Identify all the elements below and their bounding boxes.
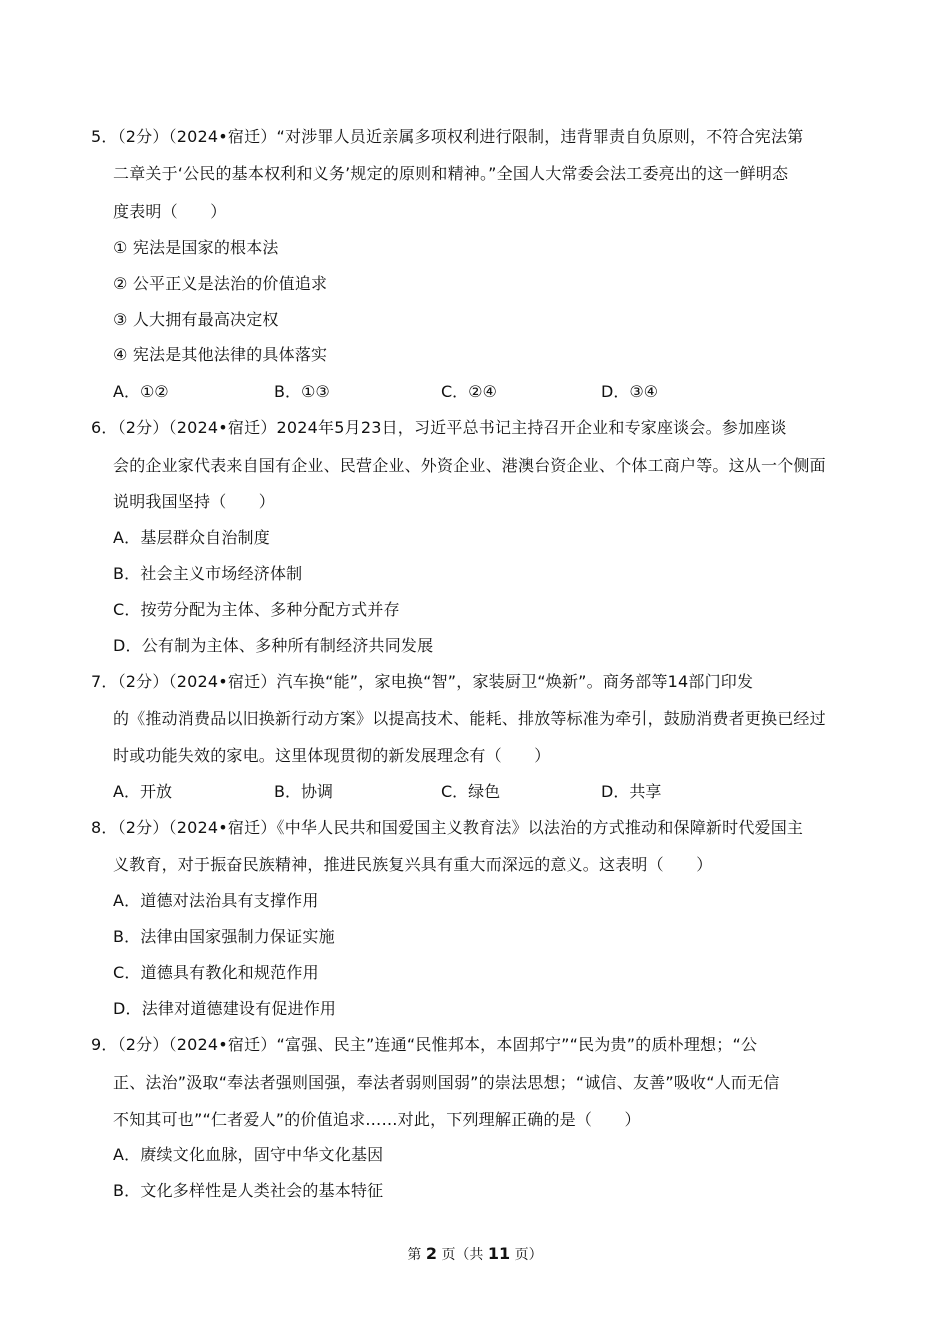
footer-suffix: 页） [514,1247,543,1263]
option-c: C．按劳分配为主体、多种分配方式并存 [113,600,400,619]
question-9-line-1: 9．（2分）（2024•宿迁）“富强、民主”连通“民惟邦本，本固邦宁”“民为贵”的质朴理想；“公 [91,1035,758,1054]
statement-4: ④ 宪法是其他法律的具体落实 [113,345,328,364]
option-c: C．道德具有教化和规范作用 [113,963,319,982]
question-6-line-1: 6．（2分）（2024•宿迁）2024年5月23日，习近平总书记主持召开企业和专家座谈会。参加座谈 [91,418,787,437]
question-5-line-1: 5．（2分）（2024•宿迁）“对涉罪人员近亲属多项权利进行限制，违背罪责自负原则，不符合宪法第 [91,127,804,146]
footer-total-pages: 11 [487,1244,511,1263]
option-a: A．①② [113,382,169,401]
question-8-line-1: 8．（2分）（2024•宿迁）《中华人民共和国爱国主义教育法》以法治的方式推动和保障新时代爱国主 [91,818,804,837]
page-footer [0,1244,950,1265]
footer-middle: 页（共 [441,1247,484,1263]
question-7-line-3: 时或功能失效的家电。这里体现贯彻的新发展理念有（ ） [113,746,551,765]
question-5-line-3: 度表明（ ） [113,202,227,221]
option-d: D．公有制为主体、多种所有制经济共同发展 [113,636,434,655]
option-d: D．法律对道德建设有促进作用 [113,999,337,1018]
option-c: C．绿色 [441,782,501,801]
question-7-line-2: 的《推动消费品以旧换新行动方案》以提高技术、能耗、排放等标准为牵引，鼓励消费者更换已经过 [113,709,826,728]
option-b: B．文化多样性是人类社会的基本特征 [113,1181,384,1200]
option-c: C．②④ [441,382,497,401]
option-a: A．开放 [113,782,172,801]
question-6-line-3: 说明我国坚持（ ） [113,492,276,511]
footer-page-number: 2 [425,1244,437,1263]
question-5-line-2: 二章关于‘公民的基本权利和义务’规定的原则和精神。”全国人大常委会法工委亮出的这一鲜明态 [113,164,789,183]
question-6-line-2: 会的企业家代表来自国有企业、民营企业、外资企业、港澳台资企业、个体工商户等。这从一个侧面 [113,456,826,475]
statement-2: ② 公平正义是法治的价值追求 [113,274,328,293]
statement-3: ③ 人大拥有最高决定权 [113,310,279,329]
question-8-line-2: 义教育，对于振奋民族精神，推进民族复兴具有重大而深远的意义。这表明（ ） [113,855,713,874]
question-9-line-3: 不知其可也”“仁者爱人”的价值追求……对此，下列理解正确的是（ ） [113,1110,641,1129]
statement-1: ① 宪法是国家的根本法 [113,238,279,257]
option-a: A．基层群众自治制度 [113,528,270,547]
option-b: B．①③ [274,382,330,401]
option-b: B．法律由国家强制力保证实施 [113,927,335,946]
footer-prefix: 第 [407,1247,422,1263]
question-9-line-2: 正、法治”汲取“奉法者强则国强，奉法者弱则国弱”的崇法思想；“诚信、友善”吸收“人而无信 [113,1073,780,1092]
option-d: D．③④ [601,382,659,401]
question-7-line-1: 7．（2分）（2024•宿迁）汽车换“能”，家电换“智”，家装厨卫“焕新”。商务部等14部门印发 [91,672,754,691]
option-b: B．社会主义市场经济体制 [113,564,303,583]
option-a: A．赓续文化血脉，固守中华文化基因 [113,1145,384,1164]
option-b: B．协调 [274,782,333,801]
option-d: D．共享 [601,782,662,801]
option-a: A．道德对法治具有支撑作用 [113,891,319,910]
